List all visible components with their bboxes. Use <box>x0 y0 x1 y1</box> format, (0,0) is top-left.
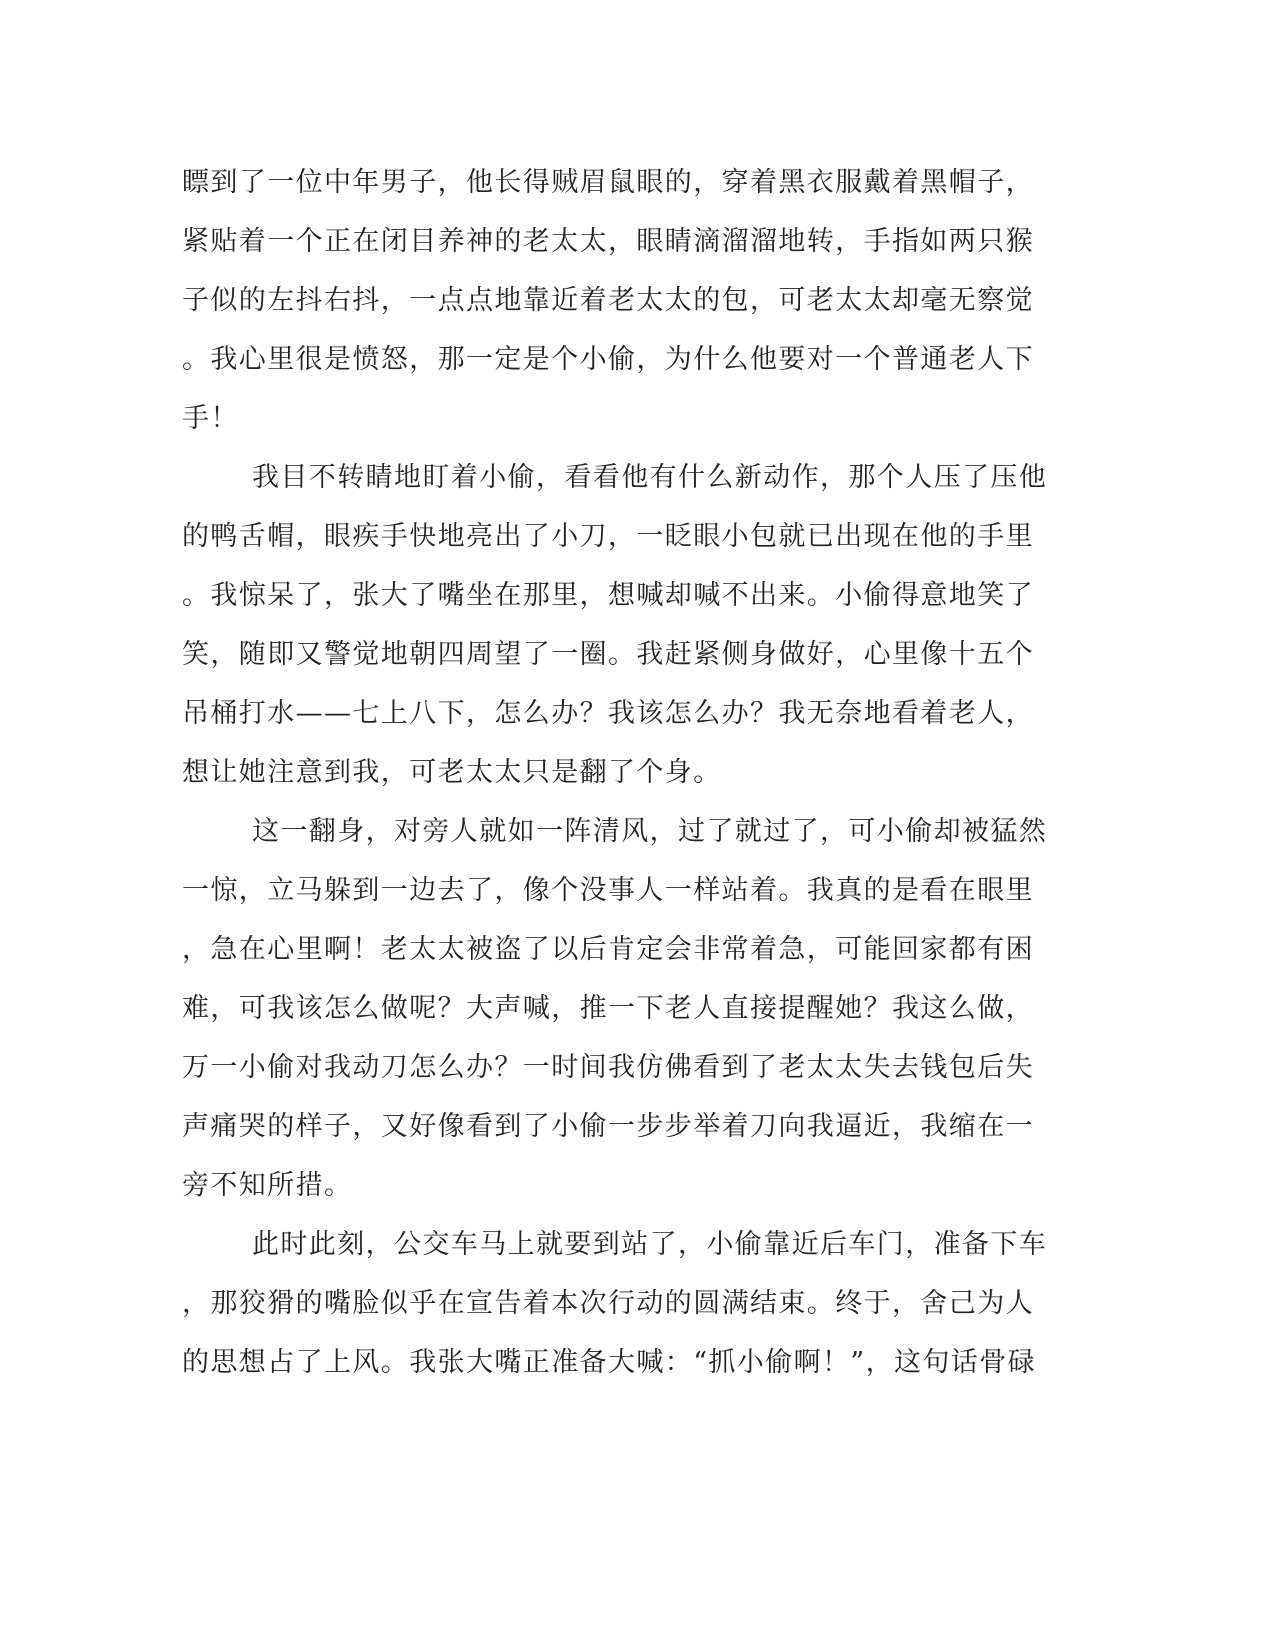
text-line: 笑，随即又警觉地朝四周望了一圈。我赶紧侧身做好，心里像十五个 <box>182 639 1034 670</box>
paragraph-start-line: 我目不转睛地盯着小偷，看看他有什么新动作，那个人压了压他 <box>252 462 1048 493</box>
paragraph-start-line: 此时此刻，公交车马上就要到站了，小偷靠近后车门，准备下车 <box>252 1229 1048 1260</box>
text-line: 。我惊呆了，张大了嘴坐在那里，想喊却喊不出来。小偷得意地笑了 <box>182 580 1034 611</box>
text-line: 万一小偷对我动刀怎么办？一时间我仿佛看到了老太太失去钱包后失 <box>182 1052 1034 1083</box>
text-line: ，那狡猾的嘴脸似乎在宣告着本次行动的圆满结束。终于，舍己为人 <box>182 1288 1034 1319</box>
text-line: 手！ <box>182 403 239 434</box>
text-line: 想让她注意到我，可老太太只是翻了个身。 <box>182 757 722 788</box>
text-line: 的鸭舌帽，眼疾手快地亮出了小刀，一眨眼小包就已出现在他的手里 <box>182 521 1034 552</box>
text-line: 难，可我该怎么做呢？大声喊，推一下老人直接提醒她？我这么做， <box>182 993 1034 1024</box>
text-line: 吊桶打水——七上八下，怎么办？我该怎么办？我无奈地看着老人， <box>182 698 1034 729</box>
text-line: 旁不知所措。 <box>182 1170 353 1201</box>
paragraph-start-line: 这一翻身，对旁人就如一阵清风，过了就过了，可小偷却被猛然 <box>252 816 1048 847</box>
text-line: 瞟到了一位中年男子，他长得贼眉鼠眼的，穿着黑衣服戴着黑帽子， <box>182 167 1034 198</box>
text-line: 一惊，立马躲到一边去了，像个没事人一样站着。我真的是看在眼里 <box>182 875 1034 906</box>
text-line: 的思想占了上风。我张大嘴正准备大喊：“抓小偷啊！”，这句话骨碌 <box>182 1347 1037 1378</box>
body-text <box>182 158 1048 1397</box>
text-line: 紧贴着一个正在闭目养神的老太太，眼睛滴溜溜地转，手指如两只猴 <box>182 226 1034 257</box>
text-line: 声痛哭的样子，又好像看到了小偷一步步举着刀向我逼近，我缩在一 <box>182 1111 1034 1142</box>
text-line: 。我心里很是愤怒，那一定是个小偷，为什么他要对一个普通老人下 <box>182 344 1034 375</box>
text-line: ，急在心里啊！老太太被盗了以后肯定会非常着急，可能回家都有困 <box>182 934 1034 965</box>
text-line: 子似的左抖右抖，一点点地靠近着老太太的包，可老太太却毫无察觉 <box>182 285 1034 316</box>
